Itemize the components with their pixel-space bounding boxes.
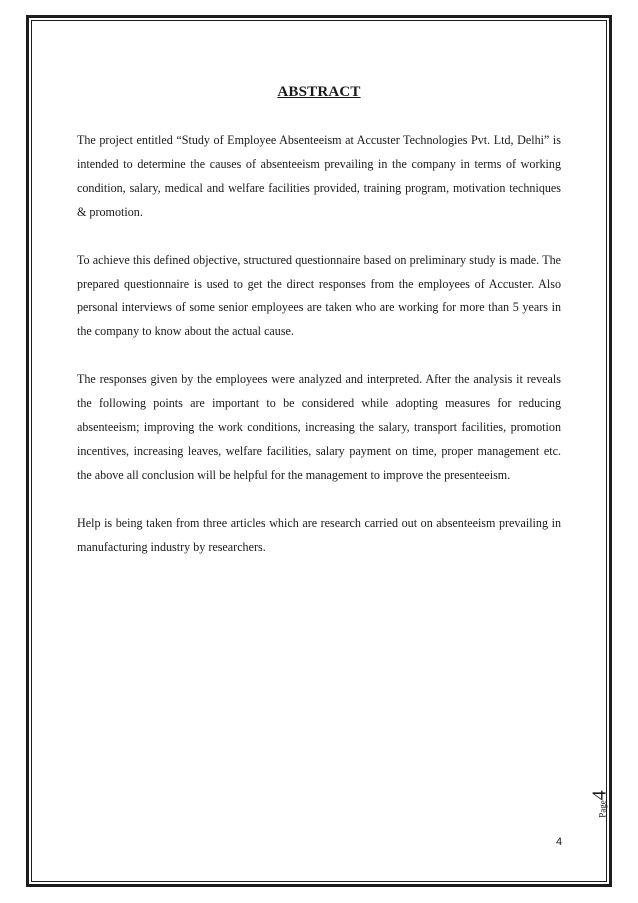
paragraph-2: To achieve this defined objective, structured questionnaire based on preliminary study is made. The prepared questionnaire is used to get the direct responses from the employees of Accuster. Also personal interviews of some senior employees are taken who are working for more than 5 years in the company to know about the actual cause. <box>77 252 561 339</box>
abstract-body <box>77 129 561 584</box>
page-title: ABSTRACT <box>277 84 361 100</box>
side-page-label: Page <box>597 800 608 818</box>
paragraph-3: The responses given by the employees were analyzed and interpreted. After the analysis it reveals the following points are important to be considered while adopting measures for reducing absenteeism; improving the work conditions, increasing the salary, transport facilities, promotion incentives, increasing leaves, welfare facilities, salary payment on time, proper management etc. the above all conclusion will be helpful for the management to improve the presenteeism. <box>77 372 561 482</box>
paragraph-4: Help is being taken from three articles which are research carried out on absenteeism prevailing in manufacturing industry by researchers. <box>77 515 561 554</box>
paragraph-1: The project entitled “Study of Employee Absenteeism at Accuster Technologies Pvt. Ltd, Delhi” is intended to determine the causes of absenteeism prevailing in the company in terms of working condition, salary, medical and welfare facilities provided, training program, motivation techniques & promotion. <box>77 133 561 219</box>
side-page-marker <box>589 774 611 834</box>
footer-page-number: 4 <box>556 836 563 848</box>
side-page-number: 4 <box>588 790 611 801</box>
